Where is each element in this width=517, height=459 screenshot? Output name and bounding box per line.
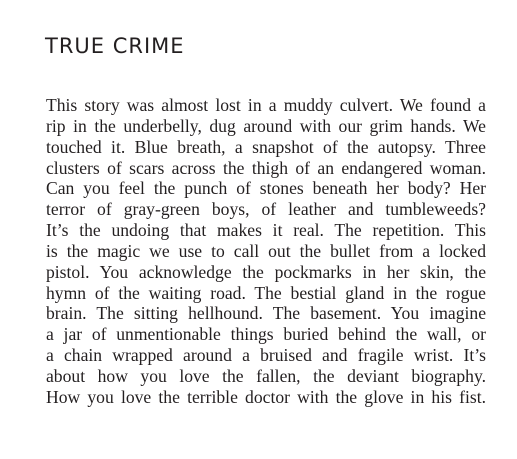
poem-line: terror of gray-green boys, of leather and tumbleweeds? xyxy=(46,199,486,220)
poem-line: It’s the undoing that makes it real. The repetition. This xyxy=(46,220,486,241)
poem-line: brain. The sitting hellhound. The basement. You imagine xyxy=(46,303,486,324)
poem-line: This story was almost lost in a muddy culvert. We found a xyxy=(46,95,486,115)
poem-line: How you love the terrible doctor with the glove in his fist. xyxy=(46,386,486,407)
poem-line: is the magic we use to call out the bullet from a locked xyxy=(46,240,486,261)
poem-line: pistol. You acknowledge the pockmarks in her skin, the xyxy=(46,261,486,282)
poem-line: touched it. Blue breath, a snapshot of the autopsy. Three xyxy=(46,136,486,157)
poem-line: rip in the underbelly, dug around with our grim hands. We xyxy=(46,115,486,136)
poem-line: clusters of scars across the thigh of an endangered woman. xyxy=(46,157,486,178)
poem-line: Can you feel the punch of stones beneath her body? Her xyxy=(46,178,486,199)
poem-body xyxy=(46,95,486,408)
poem-line: a chain wrapped around a bruised and fragile wrist. It’s xyxy=(46,345,486,366)
poem-line: about how you love the fallen, the deviant biography. xyxy=(46,365,486,386)
poem-line: hymn of the waiting road. The bestial gland in the rogue xyxy=(46,282,486,303)
poem-line: a jar of unmentionable things buried behind the wall, or xyxy=(46,324,486,345)
poem-title: TRUE CRIME xyxy=(45,34,185,58)
